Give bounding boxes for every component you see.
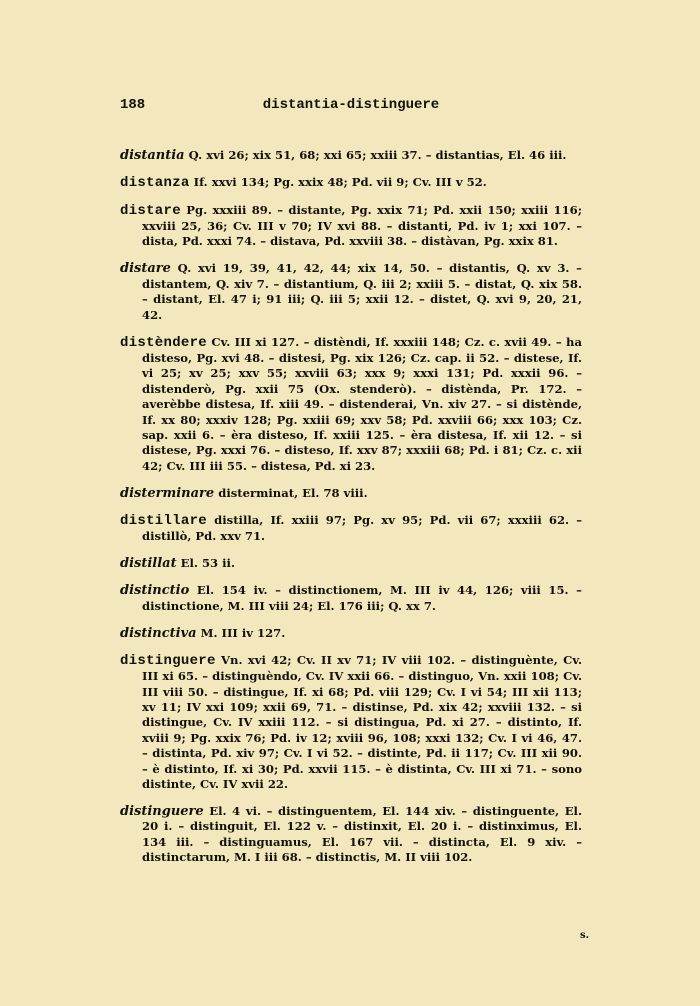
entry-distinctio bbox=[120, 583, 582, 614]
entry-body: Q. xvi 19, 39, 41, 42, 44; xix 14, 50. – distantis, Q. xv 3. – distantem, Q. xiv 7. – distantium, Q. iii 2; xxiii 5. – distat, Q. xix 58. – distant, El. 47 i; 91 iii; Q. iii 5; xxii 12. – distet, Q. xvi 9, 20, 21, 42. bbox=[142, 261, 582, 322]
entry-body: Cv. III xi 127. – distèndi, If. xxxiii 148; Cz. c. xvii 49. – ha disteso, Pg. xvi 48. – distesi, Pg. xix 126; Cz. cap. ii 52. – distese, If. vi 25; xv 25; xxv 55; xxviii 63; xxx 9; xxxi 131; Pd. xxxii 96. – distenderò, Pg. xxii 75 (Ox. stenderò). – distènda, Pr. 172. – averèbbe distesa, If. xiii 49. – distenderai, Vn. xiv 27. – si distènde, If. xx 80; xxxiv 128; Pg. xxiii 69; xxv 58; Pd. xxviii 66; xxx 103; Cz. sap. xxii 6. – èra disteso, If. xxiii 125. – èra distesa, If. xii 12. – si distese, Pg. xxxi 76. – disteso, If. xxv 87; xxxiii 68; Pd. i 81; Cz. c. xii 42; Cv. III iii 55. – distesa, Pd. xi 23. bbox=[142, 334, 582, 473]
entry-disterminare bbox=[120, 486, 582, 501]
entry-distillare bbox=[120, 513, 582, 545]
entry-distinguere-latin bbox=[120, 804, 582, 866]
entry-body: El. 4 vi. – distinguentem, El. 144 xiv. – distinguente, El. 20 i. – distinguit, El. 122 v. – distinxit, El. 20 i. – distinximus, El. 134 iii. – distinguamus, El. 167 vii. – distincta, El. 9 xiv. – distinctarum, M. I iii 68. – distinctis, M. II viii 102. bbox=[142, 803, 582, 865]
entry-body: Q. xvi 26; xix 51, 68; xxi 65; xxiii 37. – distantias, El. 46 iii. bbox=[188, 147, 567, 162]
headword: distanza bbox=[120, 174, 190, 191]
page-header bbox=[120, 97, 582, 115]
entry-body: El. 53 ii. bbox=[180, 556, 235, 571]
headword: distèndere bbox=[120, 334, 208, 351]
entry-body: disterminat, El. 78 viii. bbox=[218, 485, 368, 500]
headword: distillat bbox=[120, 556, 177, 572]
headword: distinctio bbox=[120, 583, 190, 599]
headword: distillare bbox=[120, 512, 208, 529]
headword: distinguere bbox=[120, 803, 204, 819]
running-title: distantia-distinguere bbox=[262, 97, 440, 113]
headword: distinguere bbox=[120, 652, 216, 669]
entry-distendere bbox=[120, 335, 582, 475]
headword: distantia bbox=[120, 147, 185, 163]
headword: distare bbox=[120, 202, 181, 219]
entry-body: Vn. xvi 42; Cv. II xv 71; IV viii 102. – distinguènte, Cv. III xi 65. – distinguèndo, Cv. IV xxii 66. – distinguo, Vn. xxii 108; Cv. III viii 50. – distingue, If. xi 68; Pd. viii 129; Cv. I vi 54; III xii 113; xv 11; IV xxi 109; xxii 69, 71. – distinse, Pd. xix 42; xxviii 132. – si distingue, Cv. IV xxiii 112. – si distingua, Pd. xi 27. – distinto, If. xviii 9; Pg. xxix 76; Pd. iv 12; xviii 96, 108; xxxi 132; Cv. I vi 46, 47. – distinta, Pd. xiv 97; Cv. I vi 52. – distinte, Pd. ii 117; Cv. III xii 90. – è distinto, If. xi 30; Pd. xxvii 115. – è distinta, Cv. III xi 71. – sono distinte, Cv. IV xvii 22. bbox=[142, 652, 582, 791]
entry-body: El. 154 iv. – distinctionem, M. III iv 44, 126; viii 15. – distinctione, M. III viii 24; El. 176 iii; Q. xx 7. bbox=[142, 583, 582, 613]
entry-distanza bbox=[120, 175, 582, 191]
entry-list bbox=[120, 136, 582, 870]
entry-distinctiva bbox=[120, 626, 582, 641]
footer-mark: s. bbox=[580, 930, 590, 941]
entry-distillat bbox=[120, 556, 582, 571]
headword: disterminare bbox=[120, 485, 215, 501]
entry-distinguere bbox=[120, 653, 582, 793]
entry-body: If. xxvi 134; Pg. xxix 48; Pd. vii 9; Cv. III v 52. bbox=[193, 174, 487, 189]
entry-distare-latin bbox=[120, 261, 582, 323]
entry-body: M. III iv 127. bbox=[200, 625, 286, 640]
headword: distinctiva bbox=[120, 625, 197, 641]
entry-distare bbox=[120, 203, 582, 250]
headword: distare bbox=[120, 261, 171, 277]
page-number: 188 bbox=[120, 97, 146, 113]
entry-distantia bbox=[120, 148, 582, 163]
entry-body: distilla, If. xxiii 97; Pg. xv 95; Pd. vii 67; xxxiii 62. – distillò, Pd. xxv 71. bbox=[142, 512, 582, 544]
entry-body: Pg. xxxiii 89. – distante, Pg. xxix 71; Pd. xxii 150; xxiii 116; xxviii 25, 36; Cv. III v 70; IV xvi 88. – distanti, Pd. iv 1; xxi 107. – dista, Pd. xxxi 74. – distava, Pd. xxviii 38. – distàvan, Pg. xxix 81. bbox=[142, 202, 582, 249]
